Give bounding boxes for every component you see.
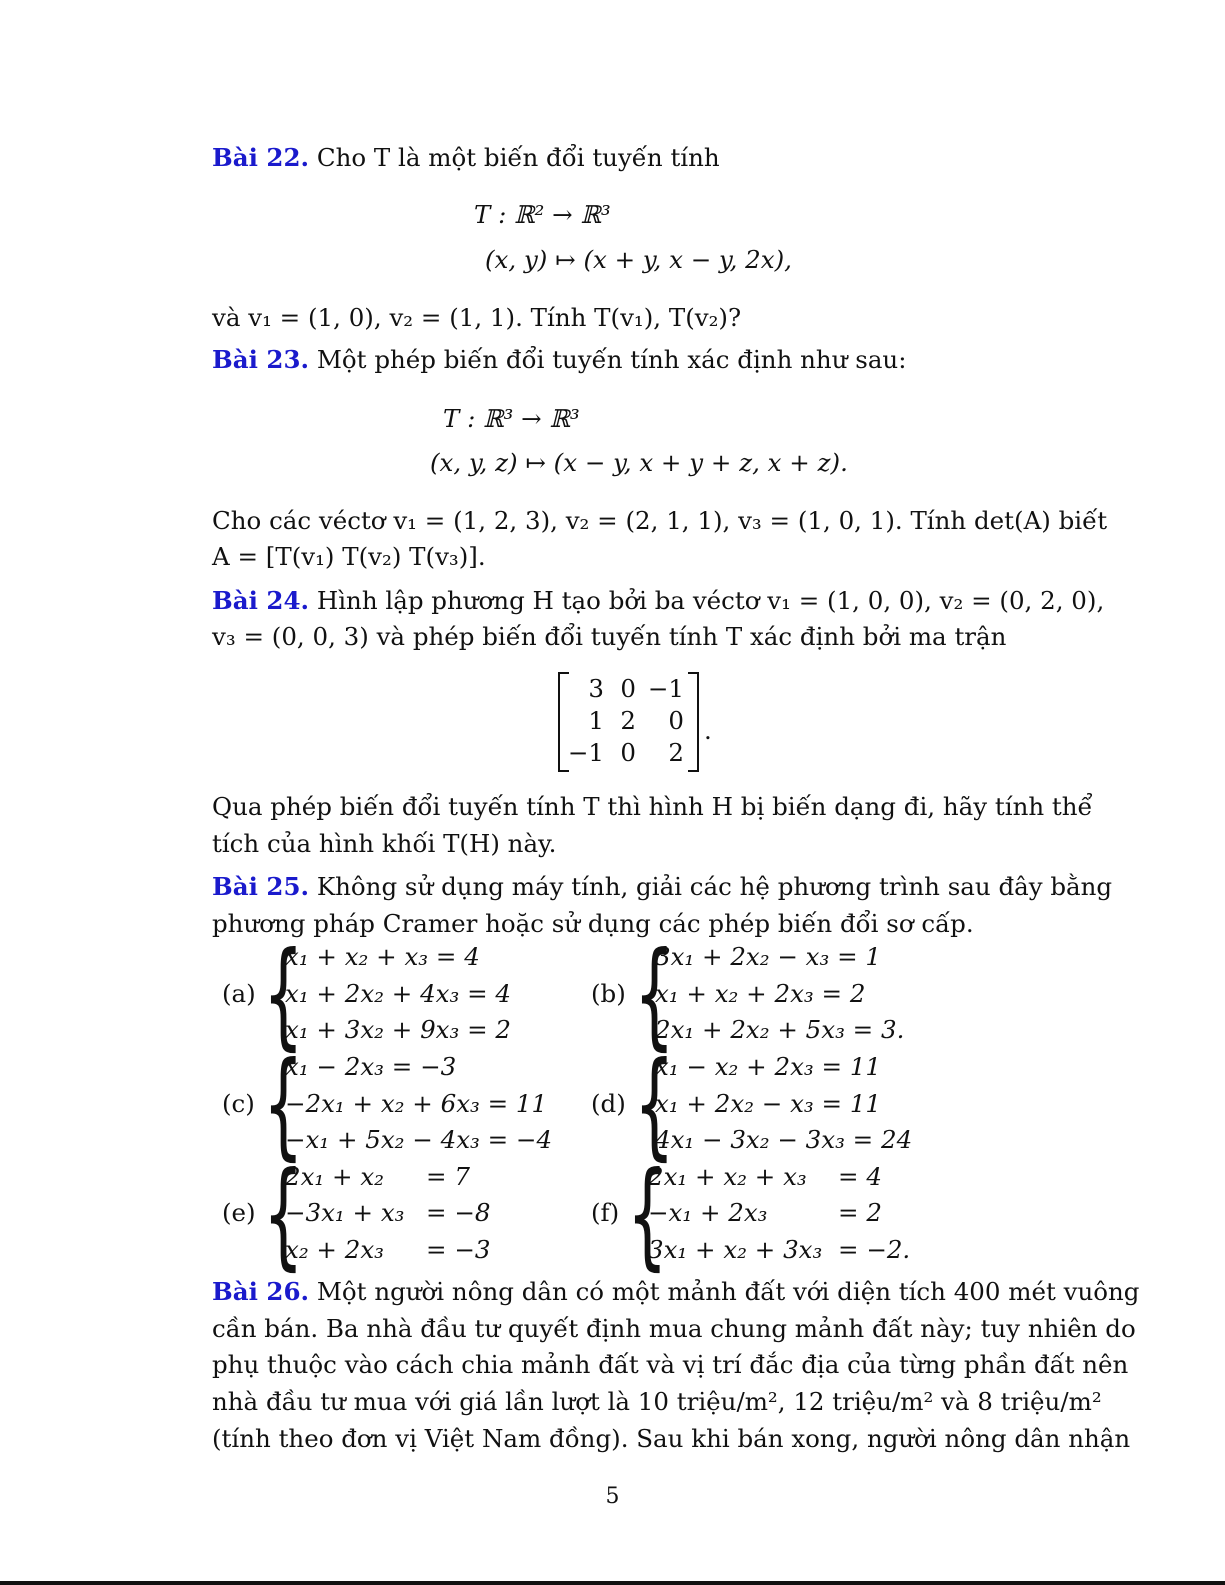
equation: x₂ + 2x₃ (285, 1235, 384, 1264)
equation: x₁ + x₂ + x₃ = 4 (285, 942, 480, 971)
bai22-label: Bài 22. (212, 143, 310, 172)
matrix-cell: 0 (620, 738, 636, 767)
left-brace-icon: { (263, 1147, 304, 1282)
bai25-line1: Không sử dụng máy tính, giải các hệ phương trình sau đây bằng (316, 872, 1113, 901)
bai22-intro-line (212, 143, 1054, 173)
matrix-cell: 2 (668, 738, 684, 767)
equation: 3x₁ + 2x₂ − x₃ = 1 (655, 942, 881, 971)
bai23-intro: Một phép biến đổi tuyến tính xác định như sau: (316, 345, 907, 374)
bai24-after2: tích của hình khối T(H) này. (212, 829, 557, 858)
equation: x₁ − x₂ + 2x₃ = 11 (655, 1052, 881, 1081)
equation-rhs: = −8 (426, 1198, 491, 1227)
equation: −x₁ + 2x₃ (648, 1198, 768, 1227)
left-brace-icon: { (627, 1147, 668, 1282)
bai24-line2: v₃ = (0, 0, 3) và phép biến đổi tuyến tính T xác định bởi ma trận (212, 622, 1007, 651)
equation: 2x₁ + x₂ (285, 1162, 384, 1191)
bai22-map-line1: T : ℝ² → ℝ³ (474, 200, 611, 229)
matrix-cell: −1 (567, 738, 604, 767)
equation-rhs: = 4 (838, 1162, 882, 1191)
bai23-map-line1: T : ℝ³ → ℝ³ (443, 404, 580, 433)
bai26-label: Bài 26. (212, 1277, 310, 1306)
equation: −3x₁ + x₃ (285, 1198, 405, 1227)
system-label: (a) (222, 979, 256, 1008)
matrix-right-bracket (688, 672, 699, 772)
equation: x₁ + 3x₂ + 9x₃ = 2 (285, 1015, 511, 1044)
left-brace-icon: { (263, 927, 304, 1062)
matrix-period: . (704, 716, 712, 745)
matrix-cell: −1 (647, 674, 684, 703)
equation: 2x₁ + x₂ + x₃ (648, 1162, 807, 1191)
bai26-line4: nhà đầu tư mua với giá lần lượt là 10 triệu/m², 12 triệu/m² và 8 triệu/m² (212, 1387, 1102, 1416)
equation-rhs: = −3 (426, 1235, 491, 1264)
equation: 4x₁ − 3x₂ − 3x₃ = 24 (655, 1125, 913, 1154)
bai24-after1: Qua phép biến đổi tuyến tính T thì hình H bị biến dạng đi, hãy tính thể (212, 792, 1093, 821)
equation: −2x₁ + x₂ + 6x₃ = 11 (285, 1089, 548, 1118)
bai26-line1-wrap (212, 1277, 1140, 1307)
bai22-after: và v₁ = (1, 0), v₂ = (1, 1). Tính T(v₁), T(v₂)? (212, 303, 742, 332)
bai24-line1-wrap (212, 586, 1105, 616)
system-label: (b) (591, 979, 626, 1008)
bai25-line2: phương pháp Cramer hoặc sử dụng các phép biến đổi sơ cấp. (212, 909, 974, 938)
left-brace-icon: { (634, 927, 675, 1062)
equation-rhs: = 2 (838, 1198, 882, 1227)
system-label: (d) (591, 1089, 626, 1118)
matrix-cell: 1 (588, 706, 604, 735)
bai22-intro: Cho T là một biến đổi tuyến tính (316, 143, 720, 172)
bai25-line1-wrap (212, 872, 1113, 902)
matrix-cell: 0 (620, 674, 636, 703)
bai24-label: Bài 24. (212, 586, 310, 615)
equation: x₁ − 2x₃ = −3 (285, 1052, 457, 1081)
bai26-line3: phụ thuộc vào cách chia mảnh đất và vị trí đắc địa của từng phần đất nên (212, 1350, 1129, 1379)
matrix-cell: 0 (668, 706, 684, 735)
left-brace-icon: { (263, 1037, 304, 1172)
system-label: (c) (222, 1089, 255, 1118)
equation: x₁ + 2x₂ − x₃ = 11 (655, 1089, 881, 1118)
equation: x₁ + x₂ + 2x₃ = 2 (655, 979, 866, 1008)
page-number: 5 (605, 1484, 620, 1509)
bai25-label: Bài 25. (212, 872, 310, 901)
equation: −x₁ + 5x₂ − 4x₃ = −4 (285, 1125, 553, 1154)
matrix-cell: 2 (620, 706, 636, 735)
system-label: (e) (222, 1198, 256, 1227)
bai23-after1: Cho các véctơ v₁ = (1, 2, 3), v₂ = (2, 1, 1), v₃ = (1, 0, 1). Tính det(A) biết (212, 506, 1108, 535)
bai23-intro-line (212, 345, 1054, 375)
bai23-after2: A = [T(v₁) T(v₂) T(v₃)]. (212, 542, 486, 571)
system-label: (f) (591, 1198, 620, 1227)
equation: x₁ + 2x₂ + 4x₃ = 4 (285, 979, 511, 1008)
bai22-map-line2: (x, y) ↦ (x + y, x − y, 2x), (485, 245, 792, 274)
equation: 2x₁ + 2x₂ + 5x₃ = 3. (655, 1015, 905, 1044)
left-brace-icon: { (634, 1037, 675, 1172)
bai26-line2: cần bán. Ba nhà đầu tư quyết định mua chung mảnh đất này; tuy nhiên do (212, 1314, 1136, 1343)
bai26-line5: (tính theo đơn vị Việt Nam đồng). Sau khi bán xong, người nông dân nhận (212, 1424, 1131, 1453)
bai23-label: Bài 23. (212, 345, 310, 374)
equation: 3x₁ + x₂ + 3x₃ (648, 1235, 823, 1264)
bottom-rule (0, 1581, 1225, 1585)
equation-rhs: = 7 (426, 1162, 470, 1191)
matrix-cell: 3 (588, 674, 604, 703)
equation-rhs: = −2. (838, 1235, 911, 1264)
bai23-map-line2: (x, y, z) ↦ (x − y, x + y + z, x + z). (430, 448, 848, 477)
bai24-line1: Hình lập phương H tạo bởi ba véctơ v₁ = (1, 0, 0), v₂ = (0, 2, 0), (316, 586, 1105, 615)
bai26-line1: Một người nông dân có một mảnh đất với diện tích 400 mét vuông (316, 1277, 1140, 1306)
